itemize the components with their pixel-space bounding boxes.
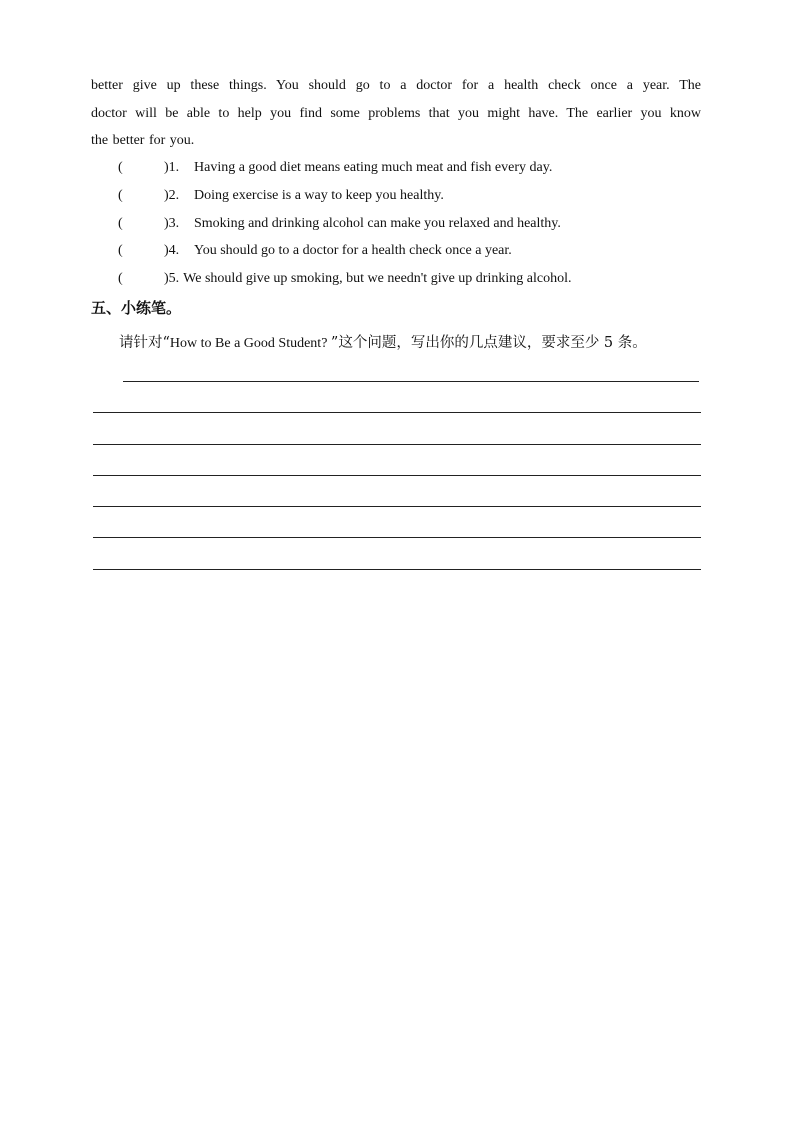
writing-line-1[interactable] xyxy=(123,381,699,382)
tf-number: )3. xyxy=(164,216,180,231)
instruction-suffix: ”这个问题，写出你的几点建议，要求至少 5 条。 xyxy=(330,335,647,351)
writing-line-5[interactable] xyxy=(93,506,701,507)
instruction-prefix: 请针对“ xyxy=(119,335,170,351)
answer-blank-4[interactable]: ( xyxy=(118,243,123,258)
tf-item-2 xyxy=(118,186,444,206)
tf-statement: We should give up smoking, but we needn't give up drinking alcohol. xyxy=(183,271,572,286)
passage-line-2: doctor will be able to help you find some problems that you might have. The earlier you know xyxy=(91,105,701,121)
tf-statement: Smoking and drinking alcohol can make you relaxed and healthy. xyxy=(194,216,561,231)
passage-line-1: better give up these things. You should go to a doctor for a health check once a year. The xyxy=(91,78,701,93)
passage-line-3: the better for you. xyxy=(91,133,195,148)
writing-instruction xyxy=(119,332,647,355)
tf-number: )5. xyxy=(164,271,180,286)
instruction-question: How to Be a Good Student? xyxy=(169,336,331,351)
section-title: 五、小练笔。 xyxy=(91,299,182,317)
writing-line-6[interactable] xyxy=(93,537,701,538)
tf-item-5 xyxy=(118,269,571,289)
tf-item-4 xyxy=(118,241,512,261)
tf-item-1 xyxy=(118,158,552,178)
tf-number: )1. xyxy=(164,160,180,175)
tf-statement: Having a good diet means eating much meat and fish every day. xyxy=(194,160,553,175)
tf-statement: Doing exercise is a way to keep you healthy. xyxy=(194,188,444,203)
tf-statement: You should go to a doctor for a health check once a year. xyxy=(194,243,512,258)
writing-line-7[interactable] xyxy=(93,569,701,570)
answer-blank-2[interactable]: ( xyxy=(118,188,123,203)
answer-blank-5[interactable]: ( xyxy=(118,271,123,286)
tf-item-3 xyxy=(118,214,561,234)
answer-blank-1[interactable]: ( xyxy=(118,160,123,175)
writing-line-2[interactable] xyxy=(93,412,701,413)
tf-number: )2. xyxy=(164,188,180,203)
answer-blank-3[interactable]: ( xyxy=(118,216,123,231)
tf-number: )4. xyxy=(164,243,180,258)
writing-line-4[interactable] xyxy=(93,475,701,476)
writing-line-3[interactable] xyxy=(93,444,701,445)
